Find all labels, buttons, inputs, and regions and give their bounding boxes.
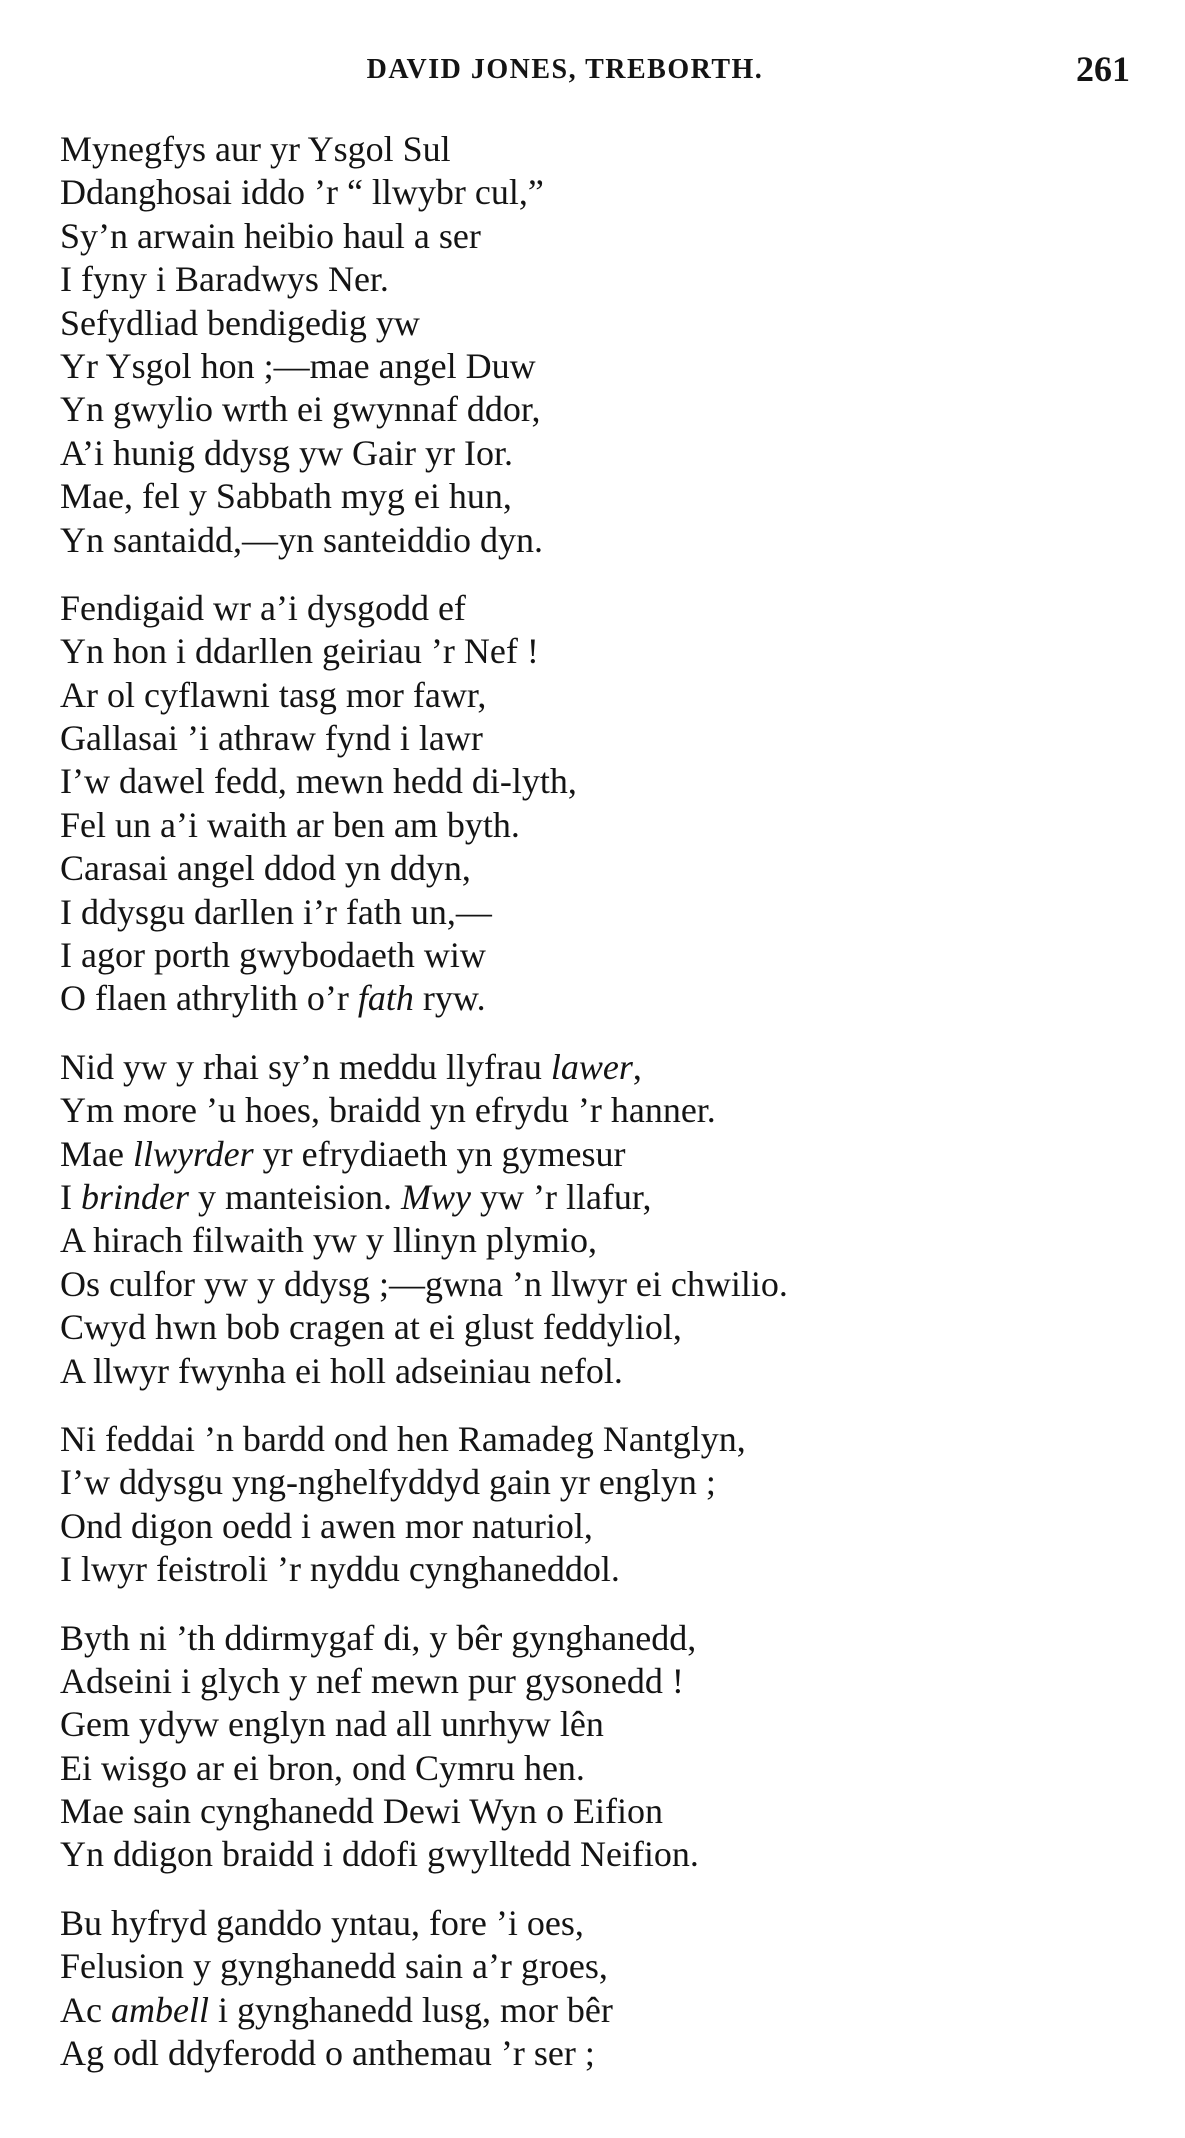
poem-line <box>60 1089 1140 1132</box>
line-text: I’w dawel fedd, mewn hedd di-lyth, <box>60 761 577 802</box>
poem-line <box>60 302 1140 345</box>
line-text: yw ’r llafur, <box>470 1176 652 1217</box>
line-text: Felusion y gynghanedd sain a’r groes, <box>60 1946 608 1987</box>
line-text: Byth ni ’th ddirmygaf di, y bêr gynghanedd, <box>60 1617 697 1658</box>
line-text: Ag odl ddyferodd o anthemau ’r ser ; <box>60 2033 595 2074</box>
poem-line <box>60 847 1140 890</box>
poem-line <box>60 1790 1140 1833</box>
line-text: Ei wisgo ar ei bron, ond Cymru hen. <box>60 1747 585 1788</box>
line-text: Mynegfys aur yr Ysgol Sul <box>60 129 451 169</box>
poem-line <box>60 1046 1140 1089</box>
line-text: Cwyd hwn bob cragen at ei glust feddyliol, <box>60 1307 682 1348</box>
poem-line <box>60 891 1140 934</box>
line-text: i gynghanedd lusg, mor bêr <box>208 1989 613 2030</box>
poem-line <box>60 1461 1140 1504</box>
poem-line <box>60 1306 1140 1349</box>
poem-line <box>60 804 1140 847</box>
poem-line <box>60 1219 1140 1262</box>
italic-text: lawer <box>550 1046 633 1087</box>
line-text: Yn gwylio wrth ei gwynnaf ddor, <box>60 389 541 430</box>
line-text: Nid yw y rhai sy’n meddu llyfrau <box>60 1046 551 1087</box>
italic-text: brinder <box>81 1176 189 1217</box>
poem-line <box>60 1902 1140 1945</box>
line-text: O flaen athrylith o’r <box>60 978 358 1019</box>
poem-line <box>60 1617 1140 1660</box>
line-text: Mae <box>60 1133 133 1174</box>
line-text: Ym more ’u hoes, braidd yn efrydu ’r hanner. <box>60 1090 716 1131</box>
poem-line <box>60 345 1140 388</box>
line-text: Fendigaid wr a’i dysgodd ef <box>60 587 466 628</box>
page-number: 261 <box>1076 49 1130 89</box>
poem-line <box>60 1505 1140 1548</box>
line-text: Sy’n arwain heibio haul a ser <box>60 215 481 256</box>
line-text: Ddanghosai iddo ’r “ llwybr cul,” <box>60 172 544 213</box>
line-text: I lwyr feistroli ’r nyddu cynghaneddol. <box>60 1549 620 1590</box>
poem-line <box>60 171 1140 214</box>
italic-text: llwyrder <box>132 1133 254 1174</box>
line-text: Carasai angel ddod yn ddyn, <box>60 848 471 889</box>
poem-line <box>60 215 1140 258</box>
line-text: Yr Ysgol hon ;—mae angel Duw <box>60 345 536 386</box>
poem-line <box>60 674 1140 717</box>
poem-line <box>60 432 1140 475</box>
line-text: Sefydliad bendigedig yw <box>60 302 420 343</box>
poem-line <box>60 1133 1140 1176</box>
poem-line <box>60 1548 1140 1591</box>
italic-text: Mwy <box>400 1176 471 1217</box>
poem-line <box>60 1350 1140 1393</box>
stanza <box>60 1902 1140 2076</box>
stanza <box>60 1617 1140 1877</box>
poem-line <box>60 1263 1140 1306</box>
poem-line <box>60 587 1140 630</box>
line-text: Yn hon i ddarllen geiriau ’r Nef ! <box>60 631 539 672</box>
poem-line <box>60 519 1140 562</box>
poem-line <box>60 1660 1140 1703</box>
poem-line <box>60 1945 1140 1988</box>
line-text: I fyny i Baradwys Ner. <box>60 259 389 300</box>
poem-line <box>60 977 1140 1020</box>
stanza <box>60 1046 1140 1393</box>
poem-line <box>60 1703 1140 1746</box>
poem-line <box>60 388 1140 431</box>
line-text: A hirach filwaith yw y llinyn plymio, <box>60 1220 597 1261</box>
line-text: Mae sain cynghanedd Dewi Wyn o Eifion <box>60 1791 664 1832</box>
poem-line <box>60 717 1140 760</box>
line-text: Adseini i glych y nef mewn pur gysonedd ! <box>60 1660 684 1701</box>
line-text: A llwyr fwynha ei holl adseiniau nefol. <box>60 1350 623 1391</box>
poem-body <box>60 128 1140 2100</box>
stanza <box>60 587 1140 1021</box>
line-text: I’w ddysgu yng-nghelfyddyd gain yr englyn ; <box>60 1462 716 1503</box>
line-text: I agor porth gwybodaeth wiw <box>60 935 486 976</box>
line-text: Ar ol cyflawni tasg mor fawr, <box>60 674 487 715</box>
line-text: Gallasai ’i athraw fynd i lawr <box>60 718 483 759</box>
line-text: Ond digon oedd i awen mor naturiol, <box>60 1505 593 1546</box>
line-text: Ni feddai ’n bardd ond hen Ramadeg Nantglyn, <box>60 1418 746 1459</box>
italic-text: ambell <box>110 1989 209 2030</box>
running-head <box>60 48 1140 92</box>
line-text: Gem ydyw englyn nad all unrhyw lên <box>60 1704 604 1745</box>
line-text: yr efrydiaeth yn gymesur <box>253 1133 626 1174</box>
line-text: Yn ddigon braidd i ddofi gwylltedd Neifion. <box>60 1834 699 1875</box>
poem-line <box>60 630 1140 673</box>
line-text: ryw. <box>413 978 486 1019</box>
poem-line <box>60 1418 1140 1461</box>
poem-line <box>60 1747 1140 1790</box>
poem-line <box>60 1833 1140 1876</box>
line-text: I <box>60 1176 81 1217</box>
line-text: y manteision. <box>189 1176 401 1217</box>
poem-line <box>60 2032 1140 2075</box>
poem-line <box>60 760 1140 803</box>
line-text: Yn santaidd,—yn santeiddio dyn. <box>60 519 543 560</box>
poem-line <box>60 258 1140 301</box>
italic-text: fath <box>357 978 414 1019</box>
line-text: Fel un a’i waith ar ben am byth. <box>60 804 520 845</box>
line-text: Bu hyfryd ganddo yntau, fore ’i oes, <box>60 1902 584 1943</box>
line-text: Ac <box>60 1989 111 2030</box>
line-text: A’i hunig ddysg yw Gair yr Ior. <box>60 432 513 473</box>
poem-line <box>60 1176 1140 1219</box>
poem-line <box>60 934 1140 977</box>
line-text: Mae, fel y Sabbath myg ei hun, <box>60 476 512 517</box>
poem-line <box>60 475 1140 518</box>
poem-line <box>60 1989 1140 2032</box>
line-text: I ddysgu darllen i’r fath un,— <box>60 891 492 932</box>
stanza <box>60 1418 1140 1592</box>
poem-line <box>60 128 1140 171</box>
running-title: DAVID JONES, TREBORTH. <box>366 54 764 85</box>
line-text: , <box>632 1046 642 1087</box>
line-text: Os culfor yw y ddysg ;—gwna ’n llwyr ei chwilio. <box>60 1263 788 1304</box>
stanza <box>60 128 1140 562</box>
